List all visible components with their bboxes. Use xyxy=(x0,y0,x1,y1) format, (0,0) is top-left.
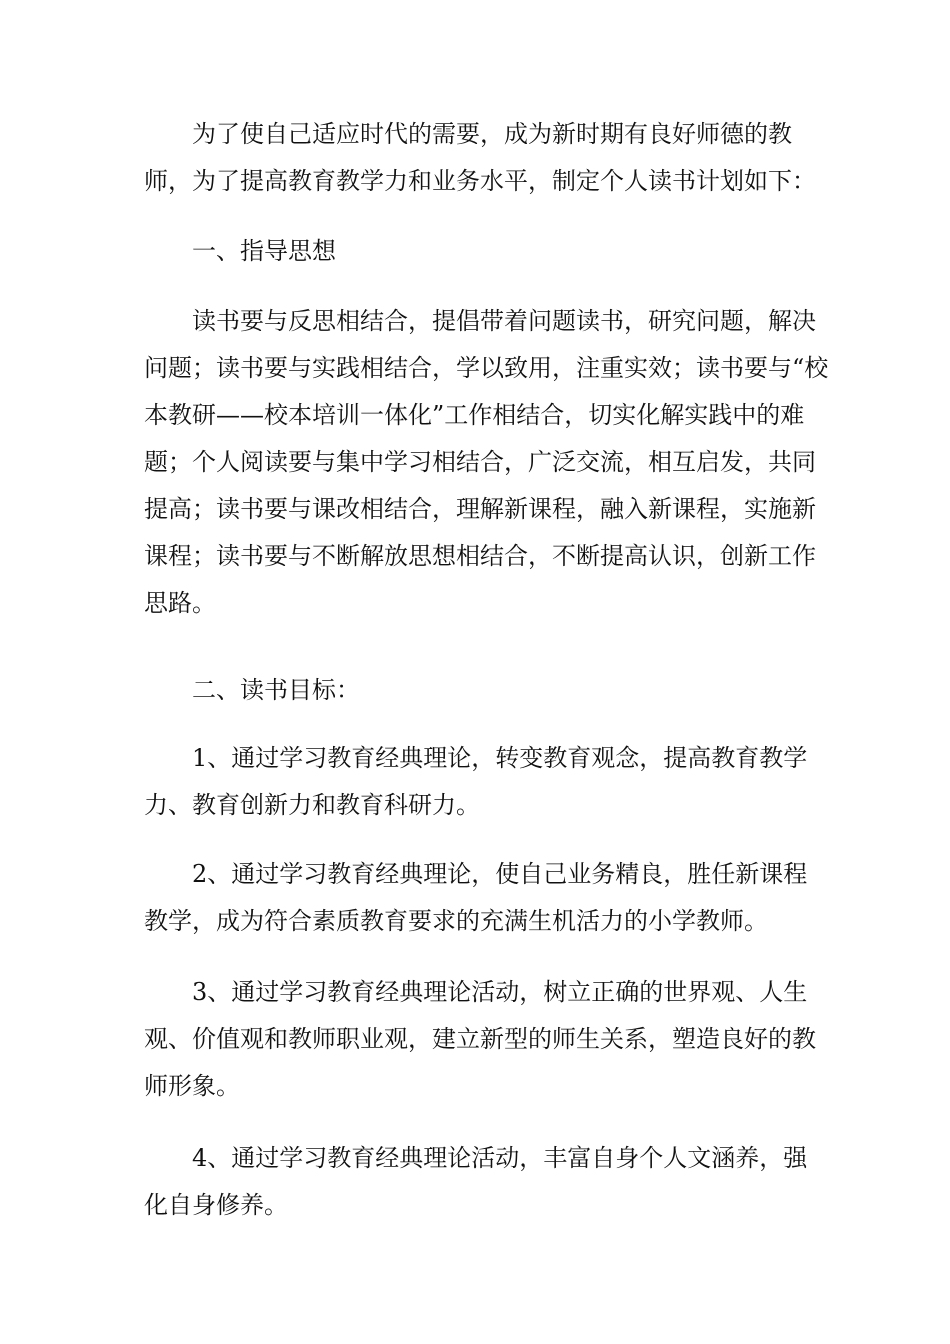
paragraph-line: 本教研——校本培训一体化”工作相结合，切实化解实践中的难 xyxy=(144,401,805,429)
paragraph-line: 1、通过学习教育经典理论，转变教育观念，提高教育教学 xyxy=(192,744,808,772)
paragraph-line: 提高；读书要与课改相结合，理解新课程，融入新课程，实施新 xyxy=(144,495,816,523)
paragraph-line: 思路。 xyxy=(144,589,216,617)
paragraph-line: 读书要与反思相结合，提倡带着问题读书，研究问题，解决 xyxy=(192,307,816,335)
paragraph-line: 2、通过学习教育经典理论，使自己业务精良，胜任新课程 xyxy=(192,860,808,888)
paragraph-line: 力、教育创新力和教育科研力。 xyxy=(144,791,480,819)
paragraph-line: 师形象。 xyxy=(144,1072,240,1100)
paragraph-line: 题；个人阅读要与集中学习相结合，广泛交流，相互启发，共同 xyxy=(144,448,816,476)
paragraph-line: 观、价值观和教师职业观，建立新型的师生关系，塑造良好的教 xyxy=(144,1025,816,1053)
paragraph-line: 课程；读书要与不断解放思想相结合，不断提高认识，创新工作 xyxy=(144,542,816,570)
paragraph-line: 师，为了提高教育教学力和业务水平，制定个人读书计划如下： xyxy=(144,167,816,195)
paragraph-line: 3、通过学习教育经典理论活动，树立正确的世界观、人生 xyxy=(192,978,808,1006)
heading-text: 二、读书目标： xyxy=(192,676,360,704)
paragraph-line: 化自身修养。 xyxy=(144,1191,288,1219)
paragraph-line: 4、通过学习教育经典理论活动，丰富自身个人文涵养，强 xyxy=(192,1144,808,1172)
paragraph-line: 教学，成为符合素质教育要求的充满生机活力的小学教师。 xyxy=(144,907,768,935)
paragraph-line: 问题；读书要与实践相结合，学以致用，注重实效；读书要与“校 xyxy=(144,354,829,382)
heading-text: 一、指导思想 xyxy=(192,237,336,265)
paragraph-line: 为了使自己适应时代的需要，成为新时期有良好师德的教 xyxy=(192,120,792,148)
